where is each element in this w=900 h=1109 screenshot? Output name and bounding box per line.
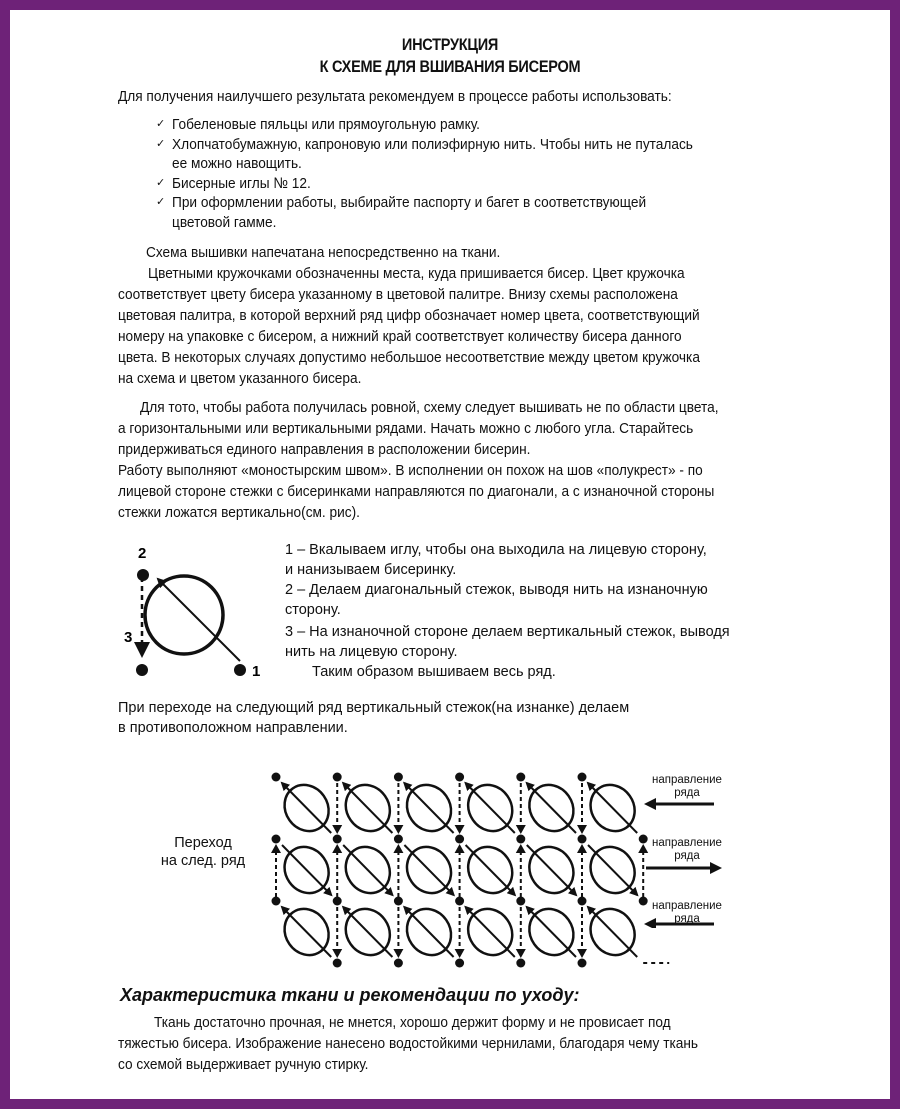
checkmark-icon: ✓	[156, 137, 166, 150]
point-3-dot	[136, 664, 148, 676]
svg-text:2: 2	[138, 545, 147, 562]
row-direction-arrows	[640, 798, 730, 928]
checkmark-icon: ✓	[156, 196, 166, 209]
row-direction-label-2: направление ряда	[652, 837, 722, 862]
arrow-left-icon	[644, 918, 656, 928]
list-item: ✓ Бисерные иглы № 12.	[156, 174, 311, 192]
arrow-left-icon	[644, 798, 656, 810]
bead-circle-icon	[145, 576, 223, 654]
point-2-dot	[137, 569, 149, 581]
list-item: ✓ При оформлении работы, выбирайте паспорту и багет в соответствующей цветовой гамме.	[156, 194, 647, 231]
checkmark-icon: ✓	[156, 176, 166, 189]
list-item: ✓ Хлопчатобумажную, капроновую или полиэфирную нить. Чтобы нить не путалась ее можно навощить.	[156, 135, 693, 173]
arrow-right-icon	[710, 862, 722, 874]
title-line-1: ИНСТРУКЦИЯ	[401, 36, 499, 54]
row-direction-label-3: направление ряда	[652, 900, 722, 925]
svg-text:3: 3	[124, 629, 133, 646]
point-1-dot	[234, 664, 246, 676]
intro-text: Для получения наилучшего результата рекомендуем в процессе работы использовать:	[118, 88, 672, 105]
instruction-page: ИНСТРУКЦИЯ К СХЕМЕ ДЛЯ ВШИВАНИЯ БИСЕРОМ Для получения наилучшего результата рекомендуем в процессе работы использовать: ✓ Гобеленовые пяльцы или прямоугольную рамку. ✓ Хлопчатобумажную, капроновую или полиэфирную нить. Чтобы нить не путалась ее можно навощить. ✓ Бисерные иглы № 12. ✓ При оформлении работы, выбирайте паспорту и багет в соответствующей цветовой гамме. Схема вышивки напечатана непосредственно на ткани. Цветными кружочками обозначенны места, куда пришивается бисер. Цвет кружочка соответствует цвету бисера указанному в цветовой палитре. Внизу схемы расположена цветовая палитра, в которой верхний ряд цифр обозначает номер цвета, соответствующий номеру на упаковке с бисером, а нижний край соответствует количеству бисера данного цвета. В некоторых случаях допустимо небольшое несоответствие между цветом кружочка на схема и цветом указанного бисера. Для тото, чтобы работа получилась ровной, схему следует вышивать не по области цвета, а горизонтальными или вертикальными рядами. Начать можно с любого угла. Старайтесь придерживаться единого направления в расположении бисерин. Работу выполняют «моностырским швом». В исполнении он похож на шов «полукрест» - по лицевой стороне стежки с бисеринками направляются по диагонали, а с изнаночной стороны стежки ложатся вертикально(см. рис). 2 3 1 1 – Вкалываем иглу, чтобы она выходила на лицевую сторону, и нанизываем бисеринку. 2 – Делаем диагональный стежок, выводя нить на изнаночную сторону. 3 – На изнаночной стороне делаем вертикальный стежок, выводя нить на лицевую сторону. Таким образом вышиваем весь ряд. При переходе на следующий ряд вертикальный стежок(на изнанке) делаем в противоположном направлении. Переход на след. ряд направление ряда направление ряда направление ряда Характеристика ткани и рекомендации по уходу: Ткань достаточно прочная, не мнется, хорошо держит форму и не провисает под тяжестью бисера. Изображение нанесено водостойкими чернилами, благодаря чему ткань со схемой выдерживает ручную стирку.	[10, 10, 890, 1099]
list-item: ✓ Гобеленовые пяльцы или прямоугольную рамку.	[156, 116, 480, 133]
row-stitch-grid-diagram	[250, 755, 670, 970]
care-heading: Характеристика ткани и рекомендации по уходу:	[120, 985, 580, 1005]
row-transition-label: Переход на след. ряд	[160, 835, 246, 869]
checkmark-icon: ✓	[156, 118, 166, 130]
recommendations-list	[156, 115, 751, 233]
row-direction-label-1: направление ряда	[652, 774, 722, 799]
title-line-2: К СХЕМЕ ДЛЯ ВШИВАНИЯ БИСЕРОМ	[319, 58, 581, 76]
svg-text:1: 1	[252, 663, 261, 680]
single-stitch-diagram	[110, 530, 280, 680]
